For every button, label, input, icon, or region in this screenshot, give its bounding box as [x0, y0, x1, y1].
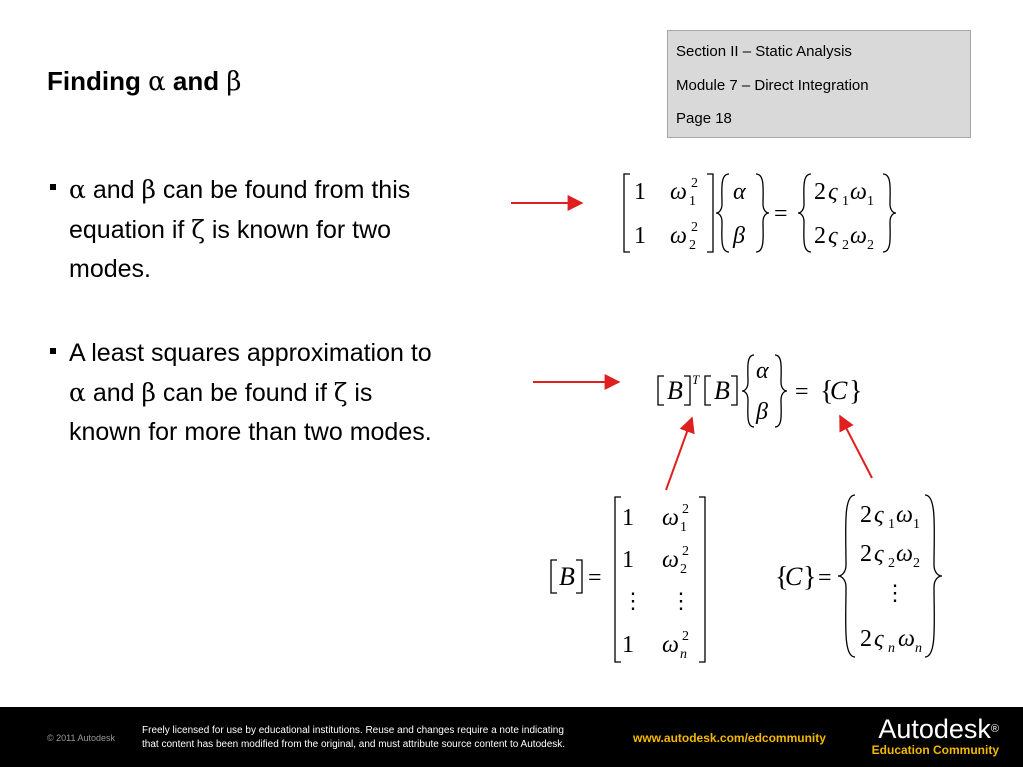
- eq3-vdots: ⋮: [622, 588, 644, 613]
- bullet-text-part: and: [85, 379, 142, 407]
- eq4-vdots: ⋮: [884, 580, 906, 605]
- eq2-beta: β: [756, 399, 768, 425]
- title-beta: β: [226, 67, 242, 97]
- eq1-sub: 1: [867, 194, 874, 209]
- eq4-omega: ω: [896, 541, 913, 567]
- eq3-vdots: ⋮: [670, 588, 692, 613]
- eq2-B: B: [714, 376, 730, 405]
- eq4-C: C: [785, 562, 803, 591]
- zeta-symbol: ζ: [191, 215, 205, 244]
- eq2-T: T: [692, 372, 700, 387]
- eq4-sub: 1: [888, 517, 895, 532]
- eq2-brace-left: {: [820, 376, 834, 407]
- beta-symbol: β: [141, 175, 156, 204]
- eq1-sub: 1: [842, 194, 849, 209]
- eq1-two: 2: [814, 223, 826, 249]
- eq1-zeta: ς: [828, 179, 838, 205]
- eq3-1: 1: [622, 632, 634, 658]
- eq1-beta: β: [733, 223, 745, 249]
- eq4-omega: ω: [898, 626, 915, 652]
- brand-wordmark: Autodesk: [878, 714, 991, 744]
- eq1-sub: 2: [689, 238, 696, 253]
- eq4-sub: 2: [888, 556, 895, 571]
- eq1-omega: ω: [850, 223, 867, 249]
- bullet-text-part: is: [347, 379, 373, 407]
- beta-symbol: β: [141, 378, 156, 407]
- eq4-sub: n: [915, 641, 922, 656]
- eq1-sub: 2: [867, 238, 874, 253]
- page-line: Page 18: [676, 110, 732, 127]
- eq1-sup: 2: [691, 176, 698, 191]
- registered-mark: ®: [990, 723, 999, 735]
- eq4-zeta: ς: [874, 541, 884, 567]
- brand-name: [872, 715, 999, 743]
- copyright-text: © 2011 Autodesk: [47, 733, 116, 743]
- eq4-sub: n: [888, 641, 895, 656]
- eq1-matrix-1: 1: [634, 179, 646, 205]
- eq1-sub: 2: [842, 238, 849, 253]
- license-line-2: that content has been modified from the original, and must attribute source content to Autodesk.: [142, 739, 566, 750]
- eq4-brace-left: {: [775, 562, 789, 593]
- equation-4: [775, 495, 942, 657]
- eq2-alpha: α: [756, 358, 769, 384]
- bullet-text-part: equation if: [69, 216, 192, 244]
- eq4-sub: 2: [913, 556, 920, 571]
- edcommunity-link[interactable]: www.autodesk.com/edcommunity: [633, 731, 826, 745]
- eq3-1: 1: [622, 505, 634, 531]
- eq1-equals: =: [774, 201, 788, 227]
- eq3-omega: ω: [662, 547, 679, 573]
- eq3-B: B: [559, 562, 575, 591]
- bullet-text-part: known for more than two modes.: [69, 418, 432, 446]
- eq3-sub: 2: [680, 562, 687, 577]
- eq1-alpha: α: [733, 179, 746, 205]
- eq1-sup: 2: [691, 220, 698, 235]
- eq3-sub: n: [680, 647, 687, 662]
- eq4-omega: ω: [896, 502, 913, 528]
- eq4-zeta: ς: [874, 502, 884, 528]
- arrow-c-to-eq2: [840, 416, 872, 478]
- arrow-b-to-eq2: [666, 418, 692, 490]
- license-line-1: Freely licensed for use by educational institutions. Reuse and changes require a note indicating: [142, 725, 564, 736]
- bullet-text-part: can be found from this: [155, 176, 411, 204]
- bullet-text-part: is known for two: [204, 216, 392, 244]
- bullet-text-part: can be found if: [155, 379, 334, 407]
- eq1-sub: 1: [689, 194, 696, 209]
- module-line: Module 7 – Direct Integration: [676, 76, 869, 94]
- zeta-symbol: ζ: [333, 378, 348, 407]
- autodesk-logo: [872, 715, 999, 757]
- bullet-text-part: and: [85, 176, 142, 204]
- bullet-text-part: modes.: [69, 255, 151, 283]
- eq2-brace-right: }: [849, 376, 863, 407]
- eq4-brace-right: }: [803, 562, 817, 593]
- eq4-two: 2: [860, 541, 872, 567]
- eq1-two: 2: [814, 179, 826, 205]
- equation-2: [658, 355, 862, 427]
- eq4-equals: =: [818, 565, 832, 591]
- footer-bar: [0, 707, 1023, 767]
- eq3-1: 1: [622, 547, 634, 573]
- eq3-sup: 2: [682, 502, 689, 517]
- eq1-omega: ω: [850, 179, 867, 205]
- bullet-text-part: A least squares approximation to: [69, 339, 432, 367]
- eq1-omega: ω: [670, 179, 687, 205]
- eq3-sup: 2: [682, 544, 689, 559]
- eq3-equals: =: [588, 565, 602, 591]
- alpha-symbol: α: [69, 175, 86, 204]
- eq4-sub: 1: [913, 517, 920, 532]
- eq3-sub: 1: [680, 520, 687, 535]
- eq2-equals: =: [795, 379, 809, 405]
- eq2-C: C: [830, 376, 848, 405]
- brand-subtitle: Education Community: [871, 743, 999, 757]
- eq4-two: 2: [860, 502, 872, 528]
- eq3-omega: ω: [662, 632, 679, 658]
- eq1-matrix-1: 1: [634, 223, 646, 249]
- title-alpha: α: [148, 67, 166, 97]
- license-text: [142, 724, 622, 752]
- eq3-sup: 2: [682, 629, 689, 644]
- title-prefix: Finding: [47, 66, 149, 96]
- title-mid: and: [165, 66, 227, 96]
- eq4-two: 2: [860, 626, 872, 652]
- equation-1: [624, 174, 896, 253]
- eq2-B: B: [667, 376, 683, 405]
- eq3-omega: ω: [662, 505, 679, 531]
- equation-3: [551, 497, 705, 662]
- alpha-symbol: α: [69, 378, 86, 407]
- section-line: Section II – Static Analysis: [676, 43, 852, 60]
- eq1-omega: ω: [670, 223, 687, 249]
- eq4-zeta: ς: [874, 626, 884, 652]
- eq1-zeta: ς: [828, 223, 838, 249]
